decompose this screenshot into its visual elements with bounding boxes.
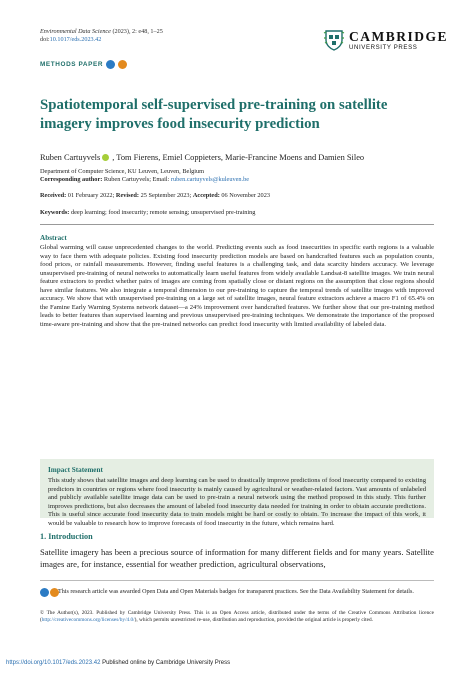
open-materials-badge-icon	[118, 60, 127, 69]
doi-link[interactable]: 10.1017/eds.2023.42	[49, 36, 102, 43]
journal-name: Environmental Data Science	[40, 28, 111, 35]
open-data-badge-icon	[106, 60, 115, 69]
license-text-end: ), which permits unrestricted re-use, distribution and reproduction, provided the original article is properly cited.	[134, 617, 373, 623]
open-data-note: This research article was awarded Open Data and Open Materials badges for transparent practices. See the Data Availability Statement for details.	[58, 589, 414, 595]
footnote-divider	[40, 580, 434, 581]
footer-text: Published online by Cambridge University Press	[100, 660, 231, 666]
journal-citation: (2023), 2: e48, 1–25	[110, 28, 163, 35]
affiliation: Department of Computer Science, KU Leuven, Leuven, Belgium	[40, 168, 205, 175]
open-data-badge-icon	[40, 588, 49, 597]
badge-group	[40, 588, 59, 597]
corresponding-label: Corresponding author:	[40, 176, 103, 184]
introduction-text: Satellite imagery has been a precious source of information for many different fields and for many years. Satellite images are, for instance, essential for weather prediction, agricultural observations,	[40, 547, 434, 569]
keywords	[40, 209, 255, 216]
footer-doi-link[interactable]: https://doi.org/10.1017/eds.2023.42	[6, 660, 101, 666]
other-authors: , Tom Fierens, Emiel Coppieters, Marie-Francine Moens and Damien Sileo	[112, 153, 365, 162]
author-list	[40, 153, 364, 162]
corresponding-text: Ruben Cartuyvels; Email:	[102, 176, 171, 184]
keywords-label: Keywords:	[40, 209, 70, 216]
impact-text: This study shows that satellite images and deep learning can be used to drastically improve predictions of food insecurity compared to existing predictors in countries or regions where food insecurity is mainly caused by agricultural or weather-related factors. Vast amounts of unlabeled and publicly available satellite image data can be used to pre-train a neural network using the method proposed in this study. This further improves predictions, but also decreases the amount of labeled food insecurity data needed for training in order to obtain accurate predictions. This is useful since accurate food insecurity data to train models might be hard or costly to obtain. To increase the impact of this work, it would be valuable to research how to improve forecasts of food insecurity in the future, which remains hard.	[48, 477, 426, 527]
impact-heading: Impact Statement	[48, 466, 103, 474]
revised-date: 25 September 2023;	[139, 192, 193, 199]
cambridge-shield-icon	[323, 29, 345, 51]
received-date: 01 February 2022;	[66, 192, 116, 199]
license-text: © The Author(s), 2023. Published by Cambridge University Press. This is an Open Access article, distributed under the terms of the Creative Commons Attribution licence (	[40, 610, 434, 623]
abstract-text: Global warming will cause unprecedented changes to the world. Predicting events such as food insecurities in specific earth regions is a valuable way to face them with adequate policies. Existing food insecurity prediction models are based on handcrafted features such as population counts, food prices, or rainfall measurements. However, finding useful features is a challenging task, and data scarcity hinders accuracy. We leverage unsupervised pre-training of neural networks to automatically learn useful features from widely available Landsat-8 satellite images. We train neural feature extractors to predict whether pairs of images are coming from spatially close or distant regions on the assumption that close regions should have similar features. We also integrate a temporal dimension to our pre-training to capture the temporal trends of satellite images with improved accuracy. We show that with unsupervised pre-training on a large set of satellite images, neural feature extractors achieve a macro F1 of 65.4% on the Famine Early Warning Systems network dataset—a 24% improvement over handcrafted features. We further show that our pre-training method leads to better features than supervised learning and previous unsupervised pre-training techniques. We demonstrate the importance of the proposed time-aware pre-training and show that the pre-trained networks can predict food insecurity with limited availability of labeled data.	[40, 244, 434, 328]
accepted-date: 06 November 2023	[219, 192, 271, 199]
doi-label: doi:	[40, 36, 50, 43]
article-dates	[40, 192, 270, 199]
publisher-logo	[323, 27, 449, 55]
license-note	[40, 610, 434, 624]
affiliation-block	[40, 168, 249, 184]
first-author[interactable]: Ruben Cartuyvels	[40, 153, 101, 162]
license-link[interactable]: http://creativecommons.org/licenses/by/4.0/	[41, 617, 135, 623]
section-tag-label: METHODS PAPER	[40, 61, 104, 68]
keywords-text: deep learning; food insecurity; remote sensing; unsupervised pre-training	[69, 209, 256, 216]
revised-label: Revised:	[115, 192, 139, 199]
journal-header	[40, 28, 163, 44]
page-footer	[6, 660, 230, 666]
article-title: Spatiotemporal self-supervised pre-training on satellite imagery improves food insecurity prediction	[40, 97, 388, 132]
logo-name: CAMBRIDGE	[349, 29, 449, 44]
logo-subtitle: UNIVERSITY PRESS	[349, 44, 418, 51]
abstract-heading: Abstract	[40, 234, 67, 242]
section-tag	[40, 60, 127, 69]
accepted-label: Accepted:	[192, 192, 220, 199]
received-label: Received:	[40, 192, 67, 199]
divider	[40, 224, 434, 225]
introduction-heading: 1. Introduction	[40, 532, 93, 541]
orcid-icon[interactable]	[102, 154, 109, 161]
email-link[interactable]: ruben.cartuyvels@kuleuven.be	[170, 176, 250, 184]
